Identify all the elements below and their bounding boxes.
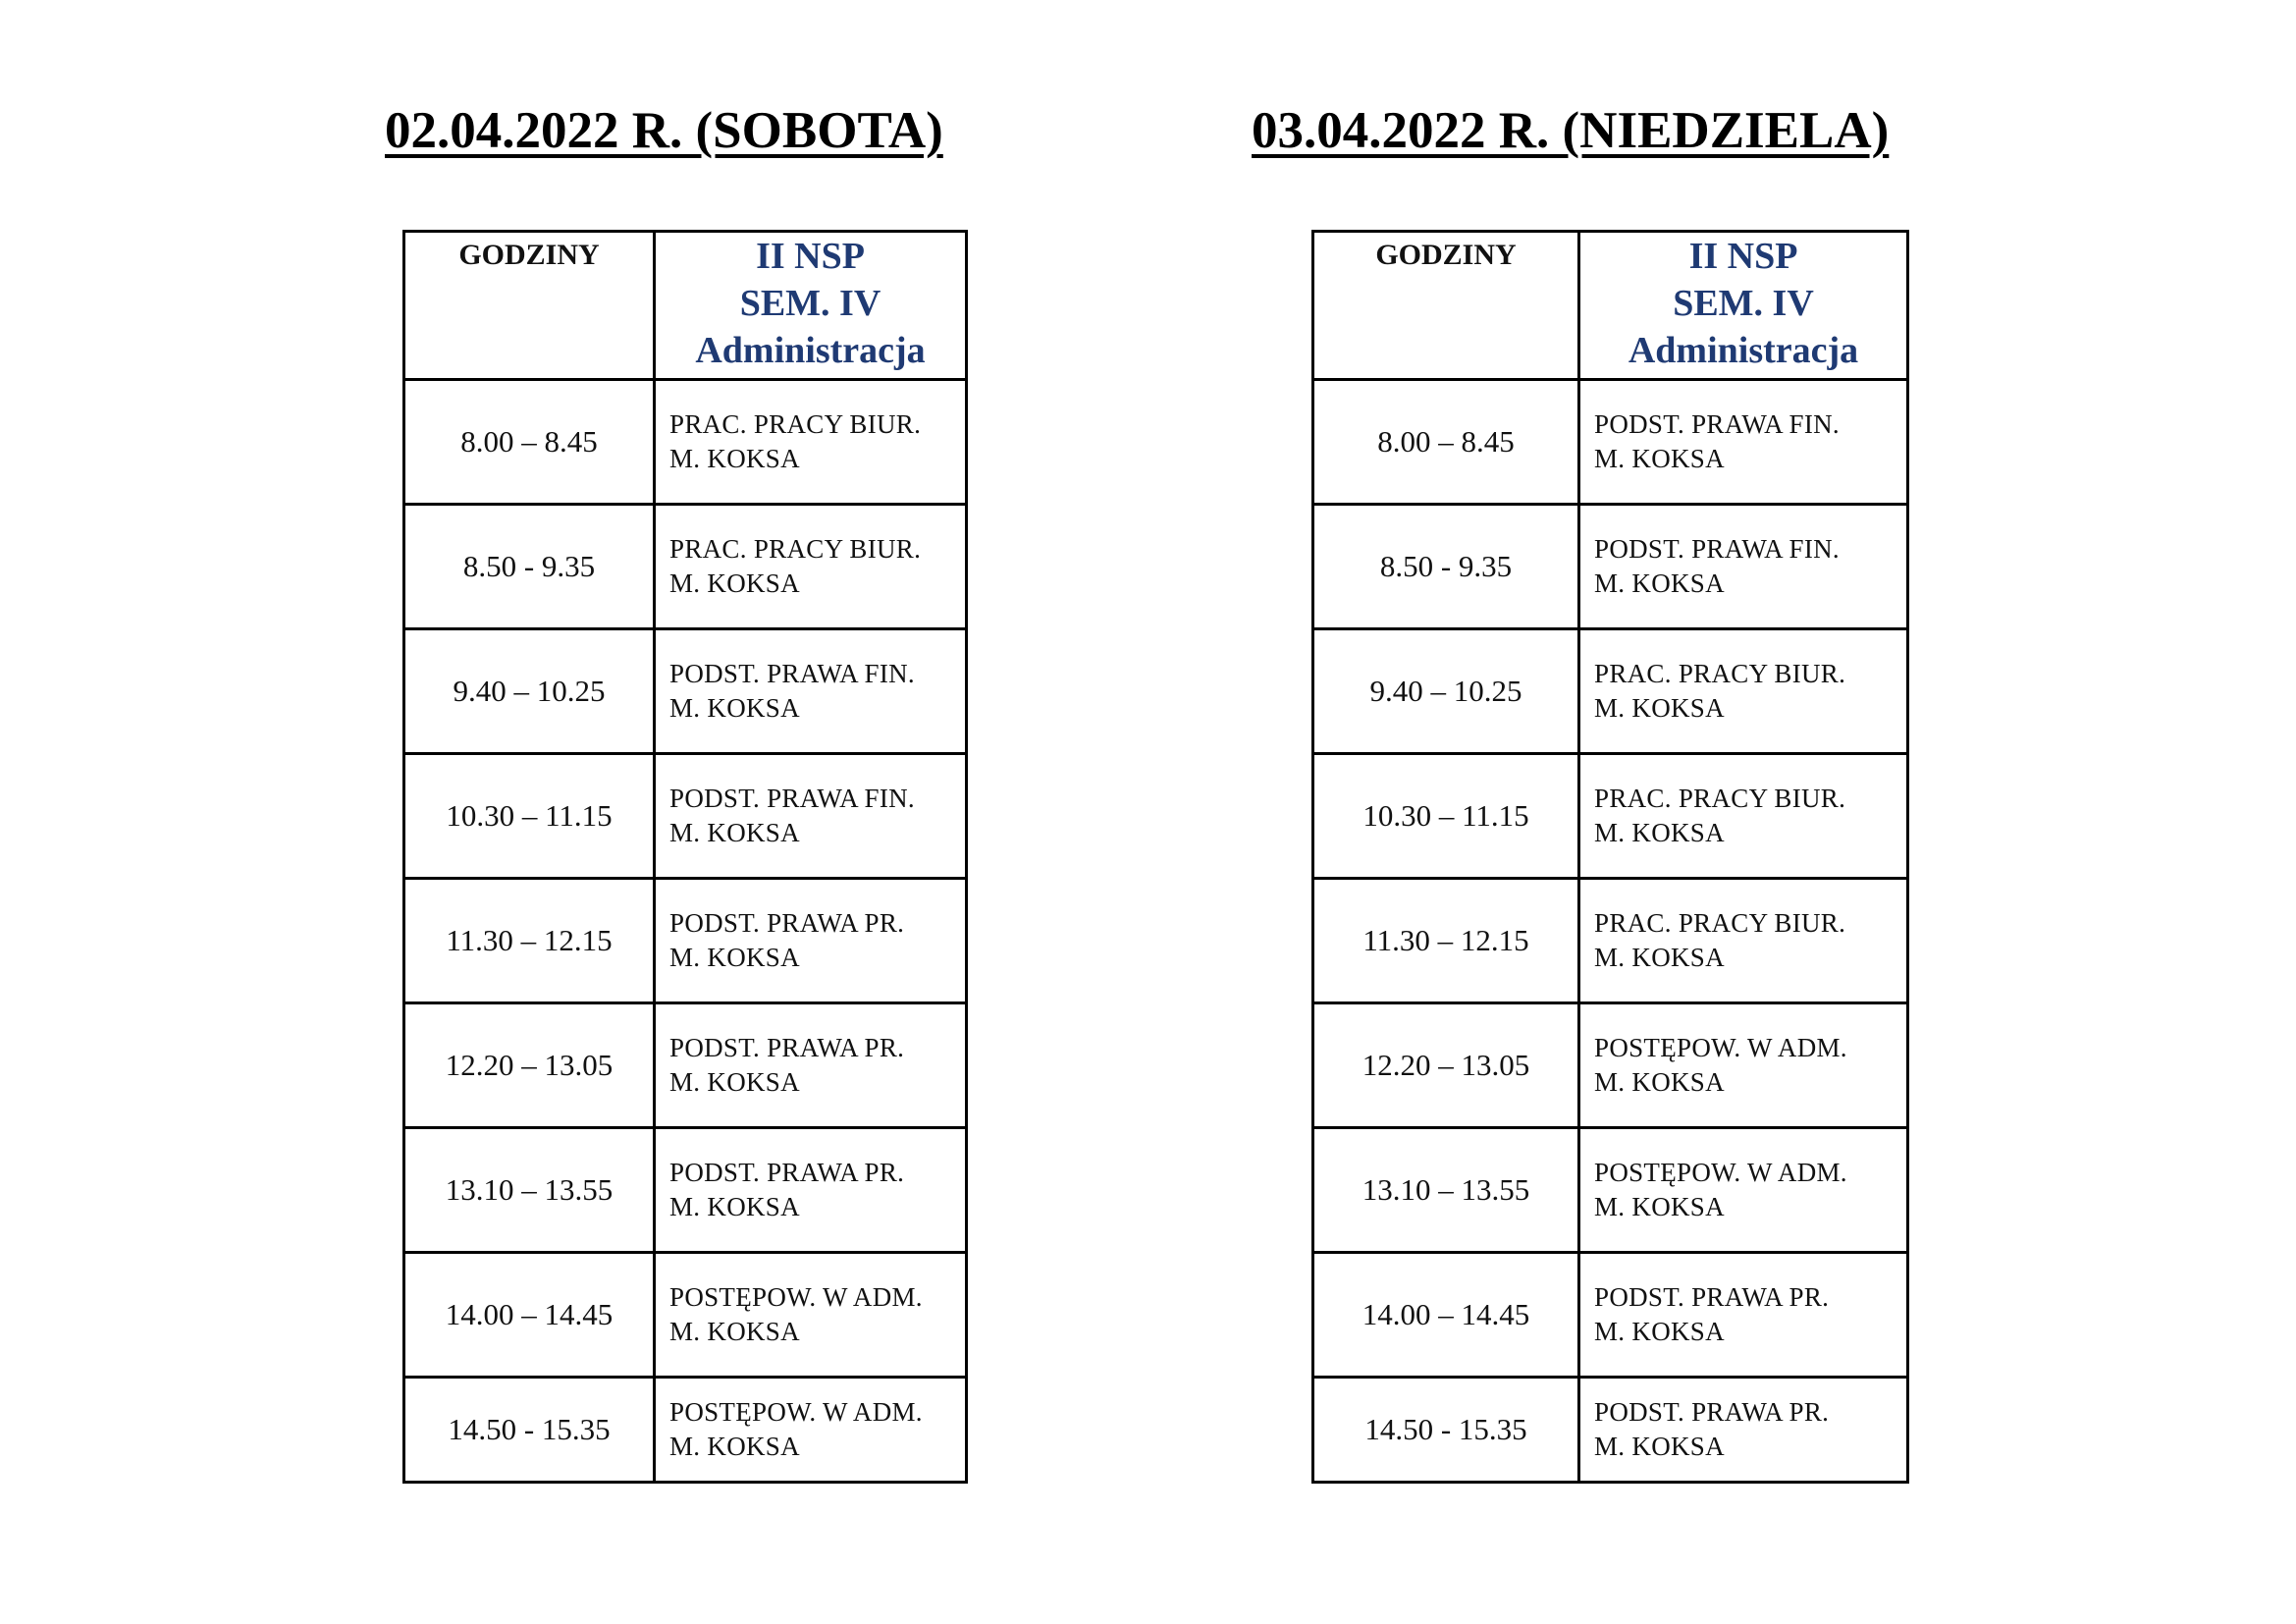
- hours-cell: [1313, 1128, 1579, 1253]
- time-range: 8.00 – 8.45: [460, 424, 598, 459]
- table-row: [1313, 1003, 1908, 1128]
- hours-cell: [404, 1128, 655, 1253]
- teacher-name: M. KOKSA: [669, 1317, 800, 1346]
- hours-cell: [1313, 879, 1579, 1003]
- teacher-name: M. KOKSA: [1594, 1067, 1725, 1097]
- subject-name: PRAC. PRACY BIUR.: [669, 534, 922, 564]
- subject-name: PODST. PRAWA PR.: [1594, 1397, 1830, 1427]
- time-range: 14.00 – 14.45: [1362, 1297, 1530, 1331]
- hours-cell: [1313, 1253, 1579, 1378]
- table-row: [1313, 754, 1908, 879]
- table-row: [404, 505, 967, 629]
- time-range: 9.40 – 10.25: [453, 674, 606, 708]
- hours-cell: [1313, 380, 1579, 505]
- teacher-name: M. KOKSA: [669, 818, 800, 847]
- teacher-name: M. KOKSA: [1594, 1432, 1725, 1461]
- subject-cell: [1579, 380, 1908, 505]
- table-row: [404, 1253, 967, 1378]
- group-header-cell: [1579, 232, 1908, 380]
- time-range: 8.00 – 8.45: [1377, 424, 1515, 459]
- hours-cell: [404, 1003, 655, 1128]
- time-range: 11.30 – 12.15: [446, 923, 613, 957]
- schedule-table: [402, 230, 968, 1484]
- teacher-name: M. KOKSA: [669, 568, 800, 598]
- table-row: [404, 1003, 967, 1128]
- table-row: [1313, 879, 1908, 1003]
- hours-header-cell: [1313, 232, 1579, 380]
- subject-cell: [655, 380, 967, 505]
- teacher-name: M. KOKSA: [1594, 943, 1725, 972]
- subject-cell: [1579, 1003, 1908, 1128]
- hours-header: GODZINY: [1375, 239, 1517, 271]
- hours-cell: [1313, 1378, 1579, 1483]
- day-title: 03.04.2022 R. (NIEDZIELA): [1252, 102, 1890, 159]
- time-range: 8.50 - 9.35: [1379, 549, 1513, 583]
- subject-name: PODST. PRAWA FIN.: [1594, 409, 1840, 439]
- subject-cell: [655, 629, 967, 754]
- time-range: 11.30 – 12.15: [1362, 923, 1529, 957]
- subject-cell: [655, 1253, 967, 1378]
- subject-cell: [655, 1003, 967, 1128]
- teacher-name: M. KOKSA: [669, 444, 800, 473]
- teacher-name: M. KOKSA: [669, 693, 800, 723]
- subject-name: PODST. PRAWA FIN.: [1594, 534, 1840, 564]
- table-row: [404, 380, 967, 505]
- subject-cell: [655, 1378, 967, 1483]
- subject-name: PODST. PRAWA PR.: [669, 1033, 905, 1062]
- teacher-name: M. KOKSA: [1594, 1192, 1725, 1221]
- subject-cell: [1579, 1253, 1908, 1378]
- table-row: [1313, 1378, 1908, 1483]
- subject-cell: [1579, 754, 1908, 879]
- hours-cell: [404, 1378, 655, 1483]
- table-row: [404, 879, 967, 1003]
- time-range: 14.50 - 15.35: [1364, 1412, 1527, 1446]
- group-header-line: SEM. IV: [1673, 283, 1814, 324]
- subject-name: POSTĘPOW. W ADM.: [669, 1397, 923, 1427]
- subject-name: POSTĘPOW. W ADM.: [669, 1282, 923, 1312]
- table-row: [1313, 380, 1908, 505]
- group-header-line: SEM. IV: [739, 283, 881, 324]
- subject-name: PODST. PRAWA FIN.: [669, 784, 915, 813]
- teacher-name: M. KOKSA: [669, 943, 800, 972]
- group-header-cell: [655, 232, 967, 380]
- teacher-name: M. KOKSA: [1594, 818, 1725, 847]
- subject-cell: [655, 505, 967, 629]
- subject-cell: [1579, 505, 1908, 629]
- table-row: [1313, 1128, 1908, 1253]
- table-row: [404, 1378, 967, 1483]
- time-range: 12.20 – 13.05: [445, 1048, 614, 1082]
- table-row: [1313, 505, 1908, 629]
- hours-cell: [1313, 1003, 1579, 1128]
- hours-header: GODZINY: [458, 239, 600, 271]
- hours-cell: [404, 629, 655, 754]
- hours-cell: [1313, 629, 1579, 754]
- subject-name: PRAC. PRACY BIUR.: [669, 409, 922, 439]
- subject-cell: [1579, 629, 1908, 754]
- teacher-name: M. KOKSA: [1594, 1317, 1725, 1346]
- hours-cell: [404, 754, 655, 879]
- table-row: [404, 629, 967, 754]
- table-row: [404, 1128, 967, 1253]
- subject-cell: [1579, 879, 1908, 1003]
- teacher-name: M. KOKSA: [1594, 568, 1725, 598]
- group-header-line: II NSP: [1688, 236, 1798, 277]
- time-range: 13.10 – 13.55: [1362, 1172, 1530, 1207]
- subject-cell: [1579, 1378, 1908, 1483]
- subject-cell: [655, 754, 967, 879]
- subject-name: PRAC. PRACY BIUR.: [1594, 784, 1846, 813]
- subject-cell: [1579, 1128, 1908, 1253]
- teacher-name: M. KOKSA: [1594, 444, 1725, 473]
- subject-name: PODST. PRAWA PR.: [669, 908, 905, 938]
- time-range: 9.40 – 10.25: [1369, 674, 1522, 708]
- hours-cell: [1313, 754, 1579, 879]
- time-range: 14.00 – 14.45: [445, 1297, 614, 1331]
- subject-name: POSTĘPOW. W ADM.: [1594, 1158, 1847, 1187]
- group-header-line: Administracja: [695, 330, 926, 371]
- time-range: 10.30 – 11.15: [446, 798, 613, 833]
- table-row: [404, 754, 967, 879]
- teacher-name: M. KOKSA: [1594, 693, 1725, 723]
- teacher-name: M. KOKSA: [669, 1432, 800, 1461]
- table-row: [1313, 1253, 1908, 1378]
- subject-cell: [655, 1128, 967, 1253]
- subject-name: PODST. PRAWA PR.: [669, 1158, 905, 1187]
- table-header-row: [1313, 232, 1908, 380]
- hours-cell: [404, 879, 655, 1003]
- hours-cell: [404, 380, 655, 505]
- time-range: 10.30 – 11.15: [1362, 798, 1529, 833]
- table-header-row: [404, 232, 967, 380]
- hours-header-cell: [404, 232, 655, 380]
- table-row: [1313, 629, 1908, 754]
- subject-name: POSTĘPOW. W ADM.: [1594, 1033, 1847, 1062]
- teacher-name: M. KOKSA: [669, 1192, 800, 1221]
- teacher-name: M. KOKSA: [669, 1067, 800, 1097]
- group-header-line: II NSP: [756, 236, 865, 277]
- hours-cell: [1313, 505, 1579, 629]
- subject-cell: [655, 879, 967, 1003]
- hours-cell: [404, 1253, 655, 1378]
- subject-name: PODST. PRAWA FIN.: [669, 659, 915, 688]
- day-title: 02.04.2022 R. (SOBOTA): [385, 102, 943, 159]
- hours-cell: [404, 505, 655, 629]
- time-range: 12.20 – 13.05: [1362, 1048, 1530, 1082]
- time-range: 8.50 - 9.35: [462, 549, 596, 583]
- time-range: 14.50 - 15.35: [448, 1412, 611, 1446]
- time-range: 13.10 – 13.55: [445, 1172, 614, 1207]
- subject-name: PODST. PRAWA PR.: [1594, 1282, 1830, 1312]
- subject-name: PRAC. PRACY BIUR.: [1594, 908, 1846, 938]
- subject-name: PRAC. PRACY BIUR.: [1594, 659, 1846, 688]
- group-header-line: Administracja: [1628, 330, 1859, 371]
- schedule-table: [1311, 230, 1909, 1484]
